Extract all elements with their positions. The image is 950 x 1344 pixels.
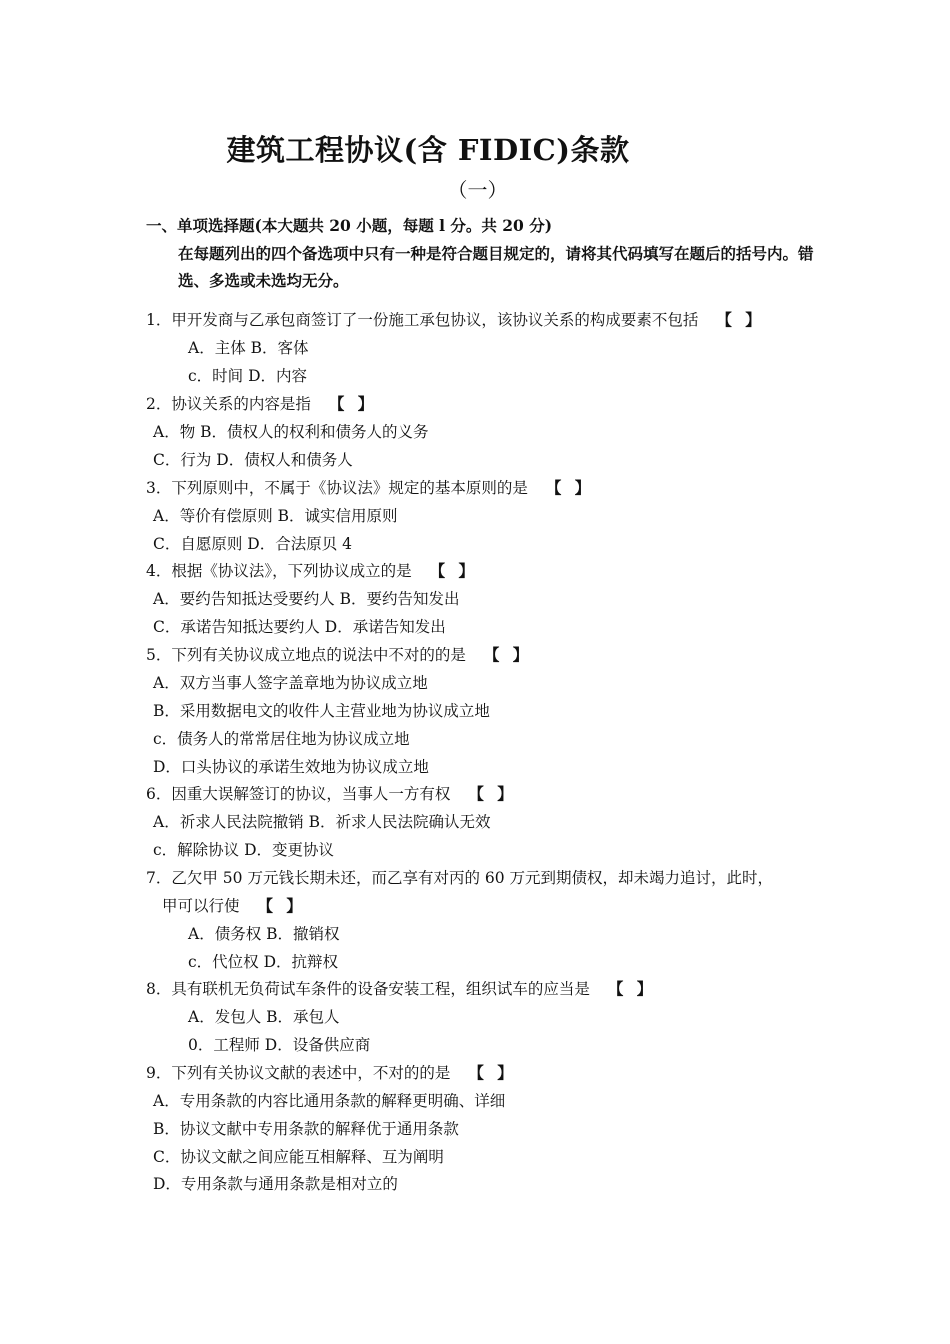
question-stem: 3．下列原则中，不属于《协议法》规定的基本原则的是 xyxy=(146,479,528,497)
question-1 xyxy=(146,310,765,330)
option-line: C．协议文献之间应能互相解释、互为阐明 xyxy=(153,1148,444,1166)
question-5 xyxy=(146,645,532,665)
question-2 xyxy=(146,394,377,414)
answer-bracket: 【 】 xyxy=(483,645,533,664)
option-line: 0．工程师 D．设备供应商 xyxy=(188,1036,371,1054)
question-4 xyxy=(146,561,478,581)
option-line: A．等价有偿原则 B．诚实信用原则 xyxy=(153,507,398,525)
question-stem: 9．下列有关协议文献的表述中，不对的的是 xyxy=(146,1064,451,1082)
answer-bracket: 【 】 xyxy=(328,394,378,413)
option-line: C．承诺告知抵达要约人 D．承诺告知发出 xyxy=(153,618,446,636)
option-line: B．采用数据电文的收件人主营业地为协议成立地 xyxy=(153,702,490,720)
answer-bracket: 【 】 xyxy=(545,478,595,497)
answer-bracket: 【 】 xyxy=(468,1063,517,1082)
option-line: B．协议文献中专用条款的解释优于通用条款 xyxy=(153,1120,459,1138)
question-9 xyxy=(146,1063,517,1083)
option-line: A．发包人 B．承包人 xyxy=(188,1008,340,1026)
question-stem: 4．根据《协议法》，下列协议成立的是 xyxy=(146,562,412,580)
question-stem: 8．具有联机无负荷试车条件的设备安装工程，组织试车的应当是 xyxy=(146,980,590,998)
answer-bracket: 【 】 xyxy=(429,561,479,580)
answer-bracket: 【 】 xyxy=(716,310,765,329)
answer-bracket: 【 】 xyxy=(257,896,306,915)
option-line: A．主体 B．客体 xyxy=(188,339,309,357)
option-line: A．祈求人民法院撤销 B．祈求人民法院确认无效 xyxy=(153,813,491,831)
option-line: A．专用条款的内容比通用条款的解释更明确、详细 xyxy=(153,1092,506,1110)
answer-bracket: 【 】 xyxy=(607,979,657,998)
option-line: D．专用条款与通用条款是相对立的 xyxy=(153,1175,398,1193)
question-7-continued xyxy=(162,896,306,916)
option-line: A．双方当事人签字盖章地为协议成立地 xyxy=(153,674,428,692)
document-title: 建筑工程协议(含 FIDIC)条款 xyxy=(226,133,630,167)
option-line: A．债务权 B．撤销权 xyxy=(188,925,340,943)
question-stem: 1．甲开发商与乙承包商签订了一份施工承包协议，该协议关系的构成要素不包括 xyxy=(146,311,699,329)
question-3 xyxy=(146,478,594,498)
answer-bracket: 【 】 xyxy=(468,784,517,803)
section-instruction: 在每题列出的四个备选项中只有一种是符合题目规定的，请将其代码填写在题后的括号内。错选、多选或未选均无分。 xyxy=(178,244,814,290)
option-line: A．物 B．债权人的权利和债务人的义务 xyxy=(153,423,429,441)
option-line: c．代位权 D．抗辩权 xyxy=(188,953,339,971)
document-subtitle: （一） xyxy=(447,178,508,202)
question-7: 7．乙欠甲 50 万元钱长期未还，而乙享有对丙的 60 万元到期债权，却未竭力追讨，此时， xyxy=(146,869,774,887)
section-heading: 一、单项选择题(本大题共 20 小题，每题 l 分。共 20 分) xyxy=(146,216,553,235)
question-6 xyxy=(146,784,517,804)
option-line: C．自愿原则 D．合法原贝 4 xyxy=(153,535,353,553)
option-line: C．行为 D．债权人和债务人 xyxy=(153,451,353,469)
question-8 xyxy=(146,979,656,999)
option-line: c．解除协议 D．变更协议 xyxy=(153,841,335,859)
question-stem: 6．因重大误解签订的协议，当事人一方有权 xyxy=(146,785,451,803)
question-stem: 2．协议关系的内容是指 xyxy=(146,395,311,413)
option-line: D．口头协议的承诺生效地为协议成立地 xyxy=(153,758,429,776)
question-stem: 甲可以行使 xyxy=(162,897,240,915)
question-stem: 5．下列有关协议成立地点的说法中不对的的是 xyxy=(146,646,466,664)
option-line: c．时间 D．内容 xyxy=(188,367,308,385)
option-line: A．要约告知抵达受要约人 B．要约告知发出 xyxy=(153,590,460,608)
option-line: c．债务人的常常居住地为协议成立地 xyxy=(153,730,410,748)
